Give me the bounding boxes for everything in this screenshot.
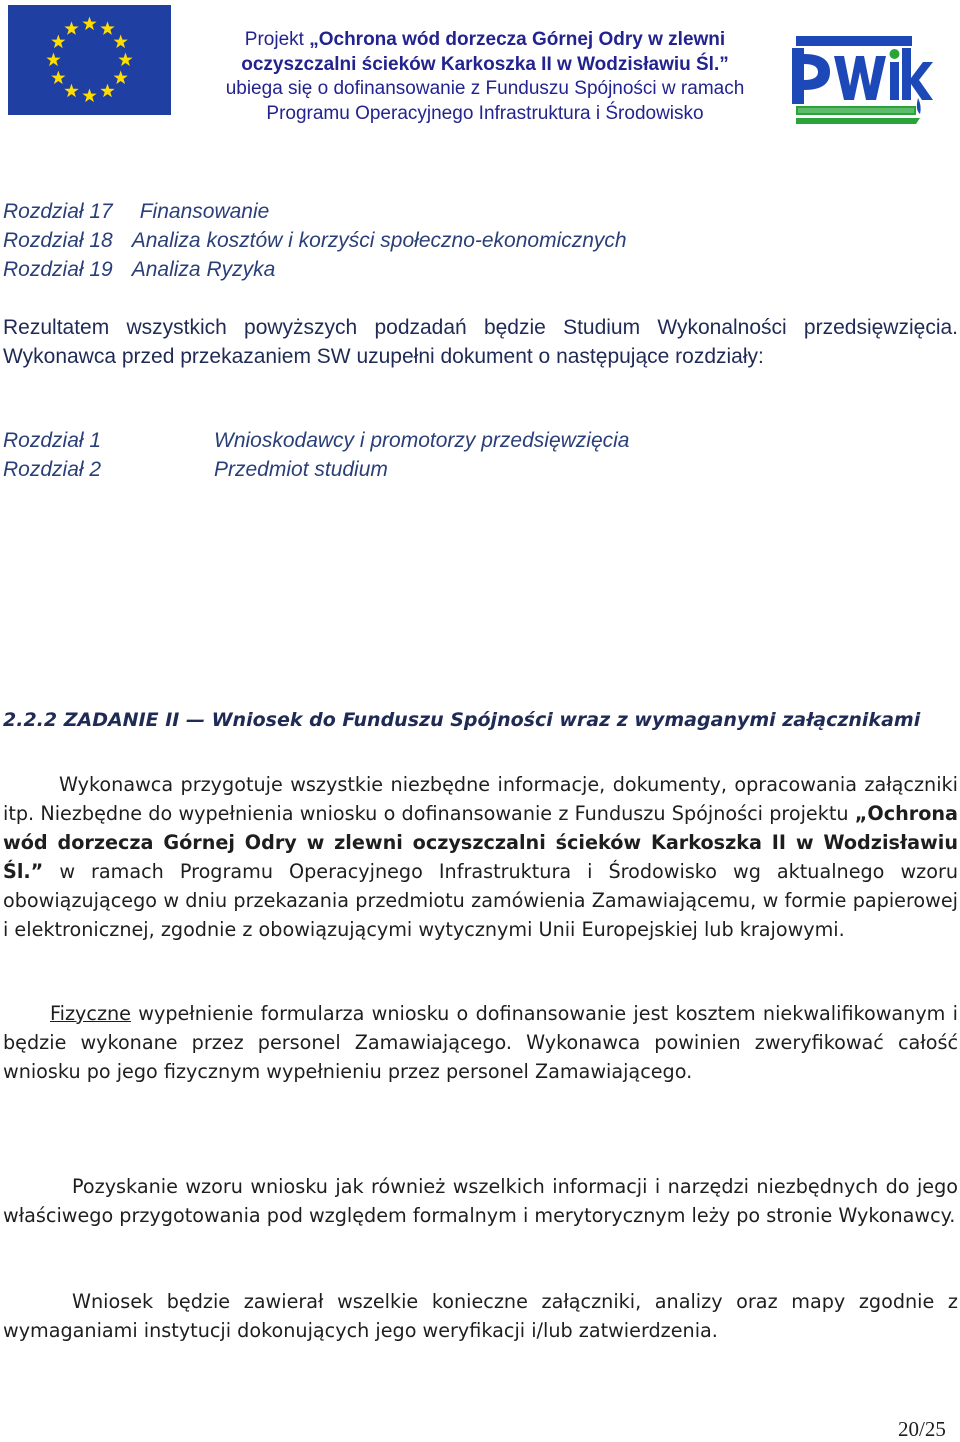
eu-star-icon (51, 71, 65, 85)
header-line-4: Programu Operacyjnego Infrastruktura i Środowisko (266, 102, 704, 124)
paragraph-physical-filling: Fizyczne wypełnienie formularza wniosku o dofinansowanie jest kosztem niekwalifikowanym i będzie wykonane przez personel Zamawiającego. Wykonawca powinien zweryfikować całość wniosku po jego fizycznym wypełnieniu przez personel Zamawiającego. (3, 1002, 958, 1083)
page-number: 20/25 (898, 1417, 946, 1441)
paragraph-obtaining-form: Pozyskanie wzoru wniosku jak również wszelkich informacji i narzędzi niezbędnych do jego właściwego przygotowania pod względem formalnym i merytorycznym leży po stronie Wykonawcy. (3, 1175, 958, 1227)
eu-star-icon (64, 21, 78, 35)
chapter-item-name: Wnioskodawcy i promotorzy przedsięwzięcia (214, 429, 630, 452)
header-line-2: oczyszczalni ścieków Karkoszka II w Wodzisławiu Śl.” (241, 53, 729, 75)
section-heading: 2.2.2 ZADANIE II — Wniosek do Funduszu Spójności wraz z wymaganymi załącznikami (3, 709, 921, 731)
chapter-item: Rozdział 2 (3, 458, 102, 481)
eu-flag-icon (8, 5, 171, 115)
chapter-item: Rozdział 17 Finansowanie (3, 200, 270, 223)
eu-star-icon (100, 21, 114, 35)
intro-paragraph: Rezultatem wszystkich powyższych podzadań będzie Studium Wykonalności przedsięwzięcia. Wykonawca przed przekazaniem SW uzupełni dokument o następujące rozdziały: (3, 316, 958, 368)
paragraph-requirements: Wykonawca przygotuje wszystkie niezbędne informacje, dokumenty, opracowania załączniki itp. Niezbędne do wypełnienia wniosku o dofinansowanie z Funduszu Spójności projektu „Ochrona wód dorzecza Górnej Odry w zlewni oczyszczalni ścieków Karkoszka II w Wodzisławiu Śl.” w ramach Programu Operacyjnego Infrastruktura i Środowisko wg aktualnego wzoru obowiązującego w dniu przekazania przedmiotu zamówienia Zamawiającemu, w formie papierowej i elektronicznej, zgodnie z obowiązującymi wytycznymi Unii Europejskiej lub krajowymi. (3, 773, 958, 941)
chapter-item: Rozdział 1 (3, 429, 102, 452)
eu-star-icon (114, 71, 128, 85)
eu-star-icon (118, 53, 132, 67)
chapter-item: Rozdział 19 Analiza Ryzyka (3, 258, 276, 281)
eu-star-icon (100, 84, 114, 98)
pwik-logo-icon (790, 34, 935, 126)
eu-star-icon (114, 35, 128, 49)
eu-star-icon (82, 89, 96, 103)
paragraph-attachments: Wniosek będzie zawierał wszelkie konieczne załączniki, analizy oraz mapy zgodnie z wymaganiami instytucji dokonujących jego weryfikacji i/lub zatwierdzenia. (3, 1290, 958, 1342)
chapter-item: Rozdział 18 Analiza kosztów i korzyści społeczno-ekonomicznych (3, 229, 627, 252)
header-project-text (190, 28, 780, 126)
document-header (0, 0, 960, 130)
eu-star-icon (46, 53, 60, 67)
header-line-3: ubiega się o dofinansowanie z Funduszu Spójności w ramach (225, 78, 745, 99)
chapter-item-name: Przedmiot studium (214, 458, 388, 481)
header-line-1: Projekt „Ochrona wód dorzecza Górnej Odry w zlewni (244, 29, 726, 50)
eu-star-icon (51, 35, 65, 49)
eu-star-icon (64, 84, 78, 98)
eu-star-icon (82, 17, 96, 31)
